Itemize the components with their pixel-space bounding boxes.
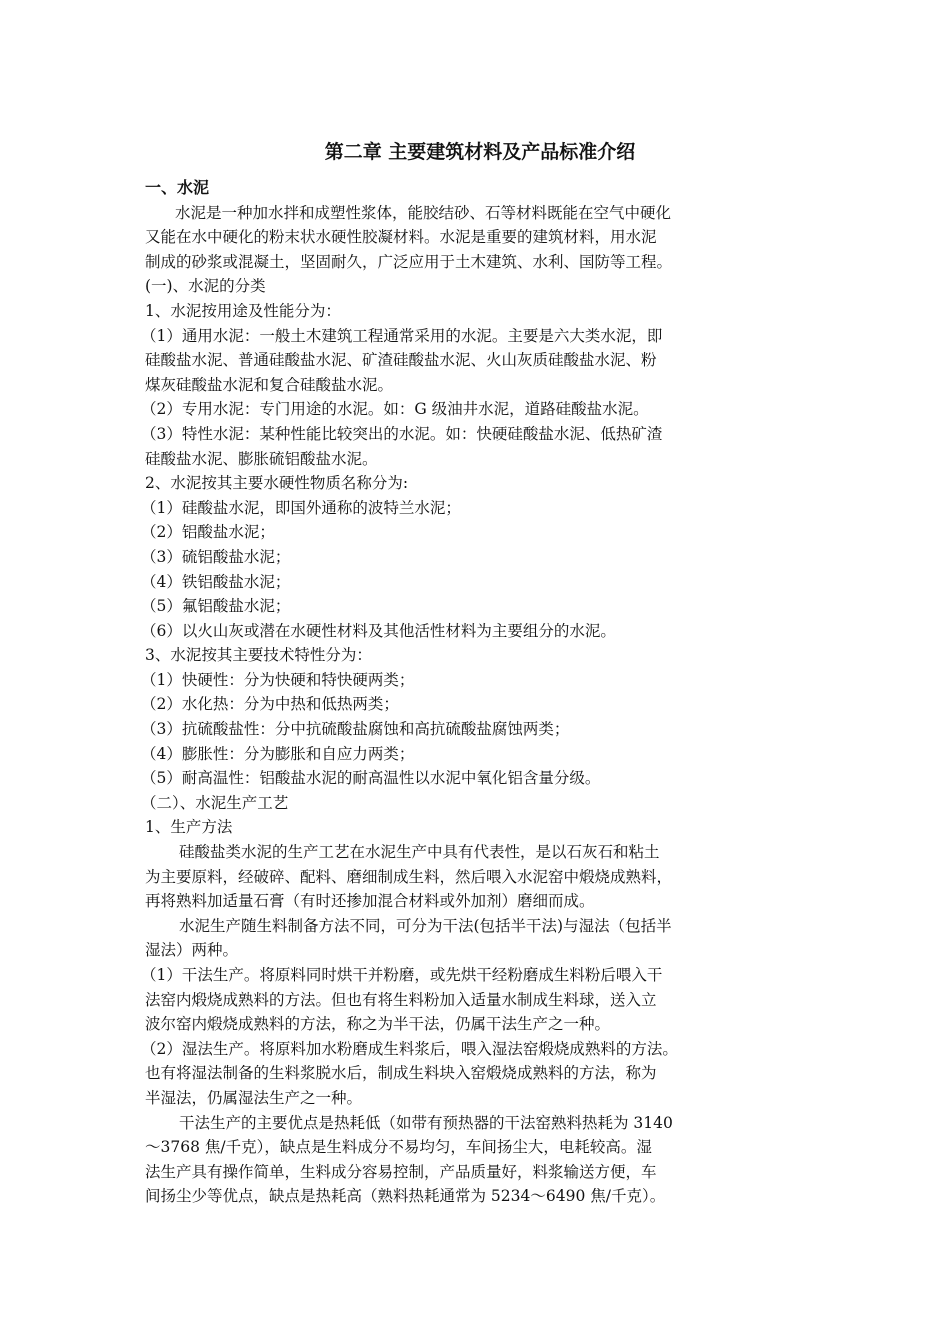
paragraph-line: 再将熟料加适量石膏（有时还掺加混合材料或外加剂）磨细而成。 — [145, 892, 595, 911]
paragraph-line: 硅酸盐水泥、普通硅酸盐水泥、矿渣硅酸盐水泥、火山灰质硅酸盐水泥、粉 — [145, 351, 657, 370]
list-item: （2）专用水泥：专门用途的水泥。如：G 级油井水泥，道路硅酸盐水泥。 — [141, 400, 649, 419]
chapter-title: 第二章 主要建筑材料及产品标准介绍 — [324, 141, 636, 163]
list-item: （6）以火山灰或潜在水硬性材料及其他活性材料为主要组分的水泥。 — [141, 621, 616, 640]
list-item: （1）硅酸盐水泥，即国外通称的波特兰水泥； — [141, 498, 461, 517]
list-item: （2）铝酸盐水泥； — [141, 523, 275, 542]
list-item: （5）耐高温性：铝酸盐水泥的耐高温性以水泥中氧化铝含量分级。 — [141, 769, 601, 788]
subsection-heading-production: （二）、水泥生产工艺 — [141, 793, 289, 812]
list-item: （3）硫铝酸盐水泥； — [141, 547, 291, 566]
paragraph-line: 湿法）两种。 — [145, 941, 239, 960]
list-item: （5）氟铝酸盐水泥； — [141, 597, 291, 616]
paragraph-line: 法生产具有操作简单，生料成分容易控制，产品质量好，料浆输送方便，车 — [145, 1162, 657, 1181]
paragraph-line: 水泥生产随生料制备方法不同，可分为干法(包括半干法)与湿法（包括半 — [179, 916, 672, 935]
paragraph-line: 水泥是一种加水拌和成塑性浆体，能胶结砂、石等材料既能在空气中硬化 — [175, 203, 672, 222]
list-item: （1）干法生产。将原料同时烘干并粉磨，或先烘干经粉磨成生料粉后喂入干 — [141, 966, 663, 984]
list-item: （3）抗硫酸盐性：分中抗硫酸盐腐蚀和高抗硫酸盐腐蚀两类； — [141, 720, 570, 739]
list-item: （2）湿法生产。将原料加水粉磨成生料浆后，喂入湿法窑煅烧成熟料的方法。 — [141, 1039, 678, 1058]
paragraph-line: 法窑内煅烧成熟料的方法。但也有将生料粉加入适量水制成生料球，送入立 — [145, 990, 657, 1009]
list-heading: 3、水泥按其主要技术特性分为： — [145, 646, 372, 665]
paragraph-line: 制成的砂浆或混凝土，坚固耐久，广泛应用于土木建筑、水利、国防等工程。 — [145, 252, 673, 271]
list-item: （3）特性水泥：某种性能比较突出的水泥。如：快硬硅酸盐水泥、低热矿渣 — [141, 424, 663, 443]
list-item: （4）铁铝酸盐水泥； — [141, 572, 291, 591]
list-heading: 1、水泥按用途及性能分为： — [145, 301, 341, 320]
section-heading-cement: 一、水泥 — [145, 178, 210, 197]
paragraph-line: 硅酸盐水泥、膨胀硫铝酸盐水泥。 — [145, 449, 378, 468]
list-item: （2）水化热：分为中热和低热两类； — [141, 695, 399, 714]
paragraph-line: 也有将湿法制备的生料浆脱水后，制成生料块入窑煅烧成熟料的方法，称为 — [145, 1064, 657, 1083]
list-item: （1）快硬性：分为快硬和特快硬两类； — [141, 670, 415, 689]
list-heading: 2、水泥按其主要水硬性物质名称分为: — [145, 474, 409, 493]
paragraph-line: 硅酸盐类水泥的生产工艺在水泥生产中具有代表性，是以石灰石和粘土 — [179, 843, 660, 862]
paragraph-line: 为主要原料，经破碎、配料、磨细制成生料，然后喂入水泥窑中煅烧成熟料， — [145, 867, 673, 886]
subsection-heading-classification: (一)、水泥的分类 — [145, 277, 266, 296]
paragraph-line: 半湿法，仍属湿法生产之一种。 — [145, 1088, 363, 1107]
paragraph-line: 又能在水中硬化的粉末状水硬性胶凝材料。水泥是重要的建筑材料，用水泥 — [145, 228, 657, 247]
list-item: （1）通用水泥：一般土木建筑工程通常采用的水泥。主要是六大类水泥，即 — [141, 326, 663, 345]
document-page — [141, 138, 815, 1209]
paragraph-line: ～3768 焦/千克），缺点是生料成分不易均匀，车间扬尘大，电耗较高。湿 — [145, 1138, 652, 1157]
paragraph-line: 干法生产的主要优点是热耗低（如带有预热器的干法窑熟料热耗为 3140 — [179, 1113, 673, 1132]
list-item: （4）膨胀性：分为膨胀和自应力两类； — [141, 744, 415, 763]
paragraph-line: 波尔窑内煅烧成熟料的方法，称之为半干法，仍属干法生产之一种。 — [145, 1015, 611, 1034]
paragraph-line: 间扬尘少等优点，缺点是热耗高（熟料热耗通常为 5234～6490 焦/千克）。 — [145, 1187, 666, 1206]
list-heading: 1、生产方法 — [145, 818, 233, 837]
paragraph-line: 煤灰硅酸盐水泥和复合硅酸盐水泥。 — [145, 375, 394, 394]
